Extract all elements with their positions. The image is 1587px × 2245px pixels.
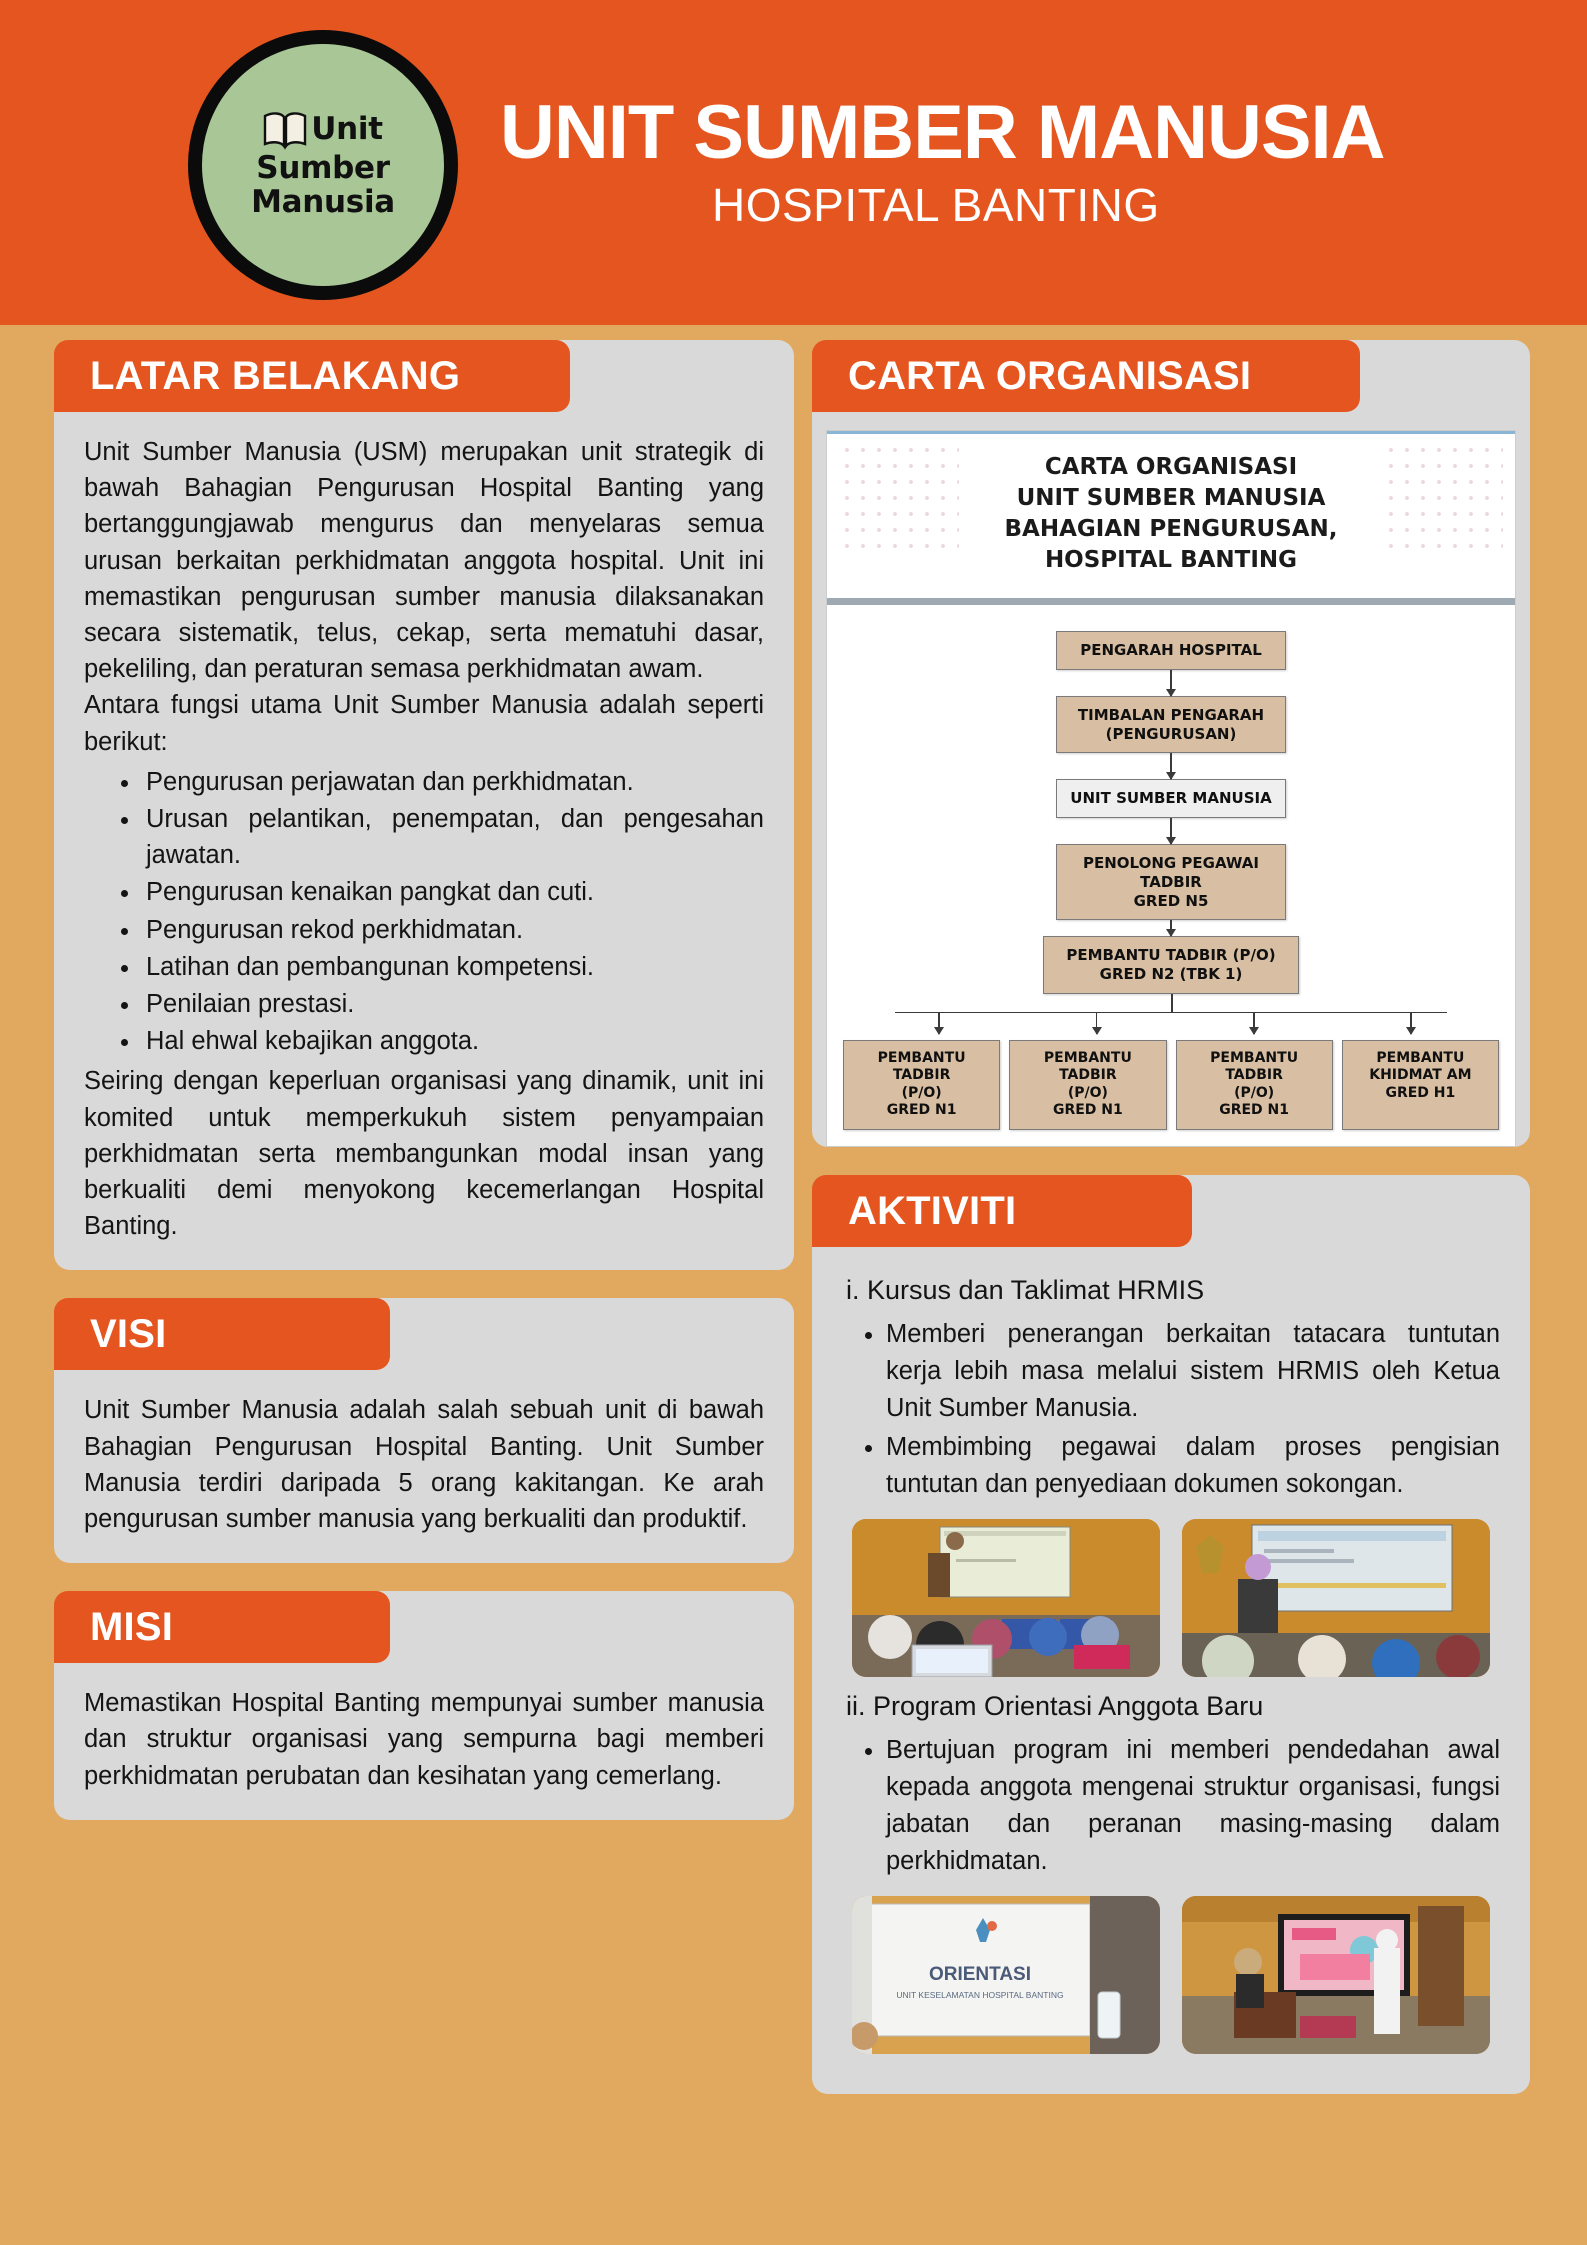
org-node-label-line3: GRED H1 (1385, 1084, 1456, 1101)
aktiviti-header (812, 1175, 1192, 1247)
latar-belakang-title: LATAR BELAKANG (90, 354, 461, 398)
right-column (812, 340, 1530, 2122)
aktiviti-item-2-list (842, 1732, 1500, 1880)
list-item: • Membimbing pegawai dalam proses pengisian tuntutan dan penyediaan dokumen sokongan. (886, 1429, 1500, 1503)
org-node-label-line1: PENOLONG PEGAWAI (1083, 854, 1259, 873)
org-node-label-line2: (PENGURUSAN) (1105, 724, 1237, 743)
logo-ellipse (188, 30, 458, 300)
org-node-pembantu-tadbir-n2 (1043, 936, 1299, 994)
organisation-logo (188, 30, 458, 300)
org-node-timbalan-pengarah (1056, 696, 1286, 754)
header-title-block (500, 89, 1385, 233)
misi-text: Memastikan Hospital Banting mempunyai sumber manusia dan struktur organisasi yang sempurna bagi memberi perkhidmatan perubatan dan kesihatan yang cemerlang. (84, 1689, 764, 1790)
list-item: • Memberi penerangan berkaitan tatacara tuntutan kerja lebih masa melalui sistem HRMIS oleh Ketua Unit Sumber Manusia. (886, 1316, 1500, 1427)
org-node-label-line1: PEMBANTU TADBIR (1210, 1049, 1299, 1084)
misi-header (54, 1591, 390, 1663)
chart-heading (827, 452, 1515, 576)
list-item: • Pengurusan perjawatan dan perkhidmatan. (142, 764, 764, 800)
org-node-label-line3: GRED N5 (1133, 891, 1209, 910)
org-node-label-line2: (P/O) (901, 1084, 942, 1101)
org-node-label-line3: GRED N1 (1052, 1102, 1123, 1119)
visi-text: Unit Sumber Manusia adalah salah sebuah unit di bawah Bahagian Pengurusan Hospital Banting. Unit Sumber Manusia terdiri daripada 5 orang kakitangan. Ke arah pengurusan sumber manusia yang berkualiti dan produktif. (84, 1396, 764, 1534)
latar-paragraph-2: Antara fungsi utama Unit Sumber Manusia adalah seperti berikut: (84, 691, 764, 756)
aktiviti-title: AKTIVITI (848, 1188, 1017, 1233)
carta-title: CARTA ORGANISASI (848, 354, 1252, 398)
list-item: • Bertujuan program ini memberi pendedahan awal kepada anggota mengenai struktur organisasi, fungsi jabatan dan peranan masing-masing dalam perkhidmatan. (886, 1732, 1500, 1880)
logo-line-2: Sumber (256, 150, 390, 187)
latar-paragraph-3: Seiring dengan keperluan organisasi yang dinamik, unit ini komited untuk memperkukuh sistem penyampaian perkhidmatan serta membangunkan modal insan yang berkualiti demi menyokong kecemerlangan Hospital Banting. (84, 1067, 764, 1241)
org-row-4 (843, 844, 1499, 920)
orientasi-slide-photo (852, 1896, 1160, 2054)
list-item: • Pengurusan kenaikan pangkat dan cuti. (142, 874, 764, 910)
svg-text:ORIENTASI: ORIENTASI (928, 1963, 1032, 1985)
chart-divider-rule (827, 598, 1515, 605)
poster-subtitle: HOSPITAL BANTING (712, 179, 1160, 232)
fanout-drop-3 (1253, 1012, 1255, 1034)
fanout-drop-2 (1096, 1012, 1098, 1034)
org-connector-3 (1170, 818, 1172, 844)
hrmis-briefing-audience-photo (852, 1519, 1160, 1677)
misi-body (54, 1663, 794, 1820)
poster-header (0, 0, 1587, 325)
list-item: • Pengurusan rekod perkhidmatan. (142, 912, 764, 948)
latar-paragraph-1: Unit Sumber Manusia (USM) merupakan unit strategik di bawah Bahagian Pengurusan Hospital Banting yang bertanggungjawab mengurus dan menyelaras semua urusan berkaitan perkhidmatan anggota hospital. Unit ini memastikan pengurusan sumber manusia dilaksanakan secara sistematik, telus, cekap, serta mematuhi dasar, pekeliling, dan peraturan semasa perkhidmatan awam. (84, 438, 764, 684)
org-connector-2 (1170, 753, 1172, 779)
latar-belakang-header (54, 340, 570, 412)
org-node-label-line1: PEMBANTU TADBIR (877, 1049, 966, 1084)
org-node-label-line3: GRED N1 (886, 1102, 957, 1119)
org-connector-1 (1170, 670, 1172, 696)
chart-title-zone (827, 434, 1515, 596)
logo-line-3: Manusia (251, 183, 395, 220)
aktiviti-item-1-list (842, 1316, 1500, 1503)
orientasi-demo-photo (1182, 1896, 1490, 2054)
org-node-penolong-pegawai-tadbir (1056, 844, 1286, 920)
card-latar-belakang (54, 340, 794, 1270)
aktiviti-item-1-title: i. Kursus dan Taklimat HRMIS (846, 1274, 1205, 1305)
org-node-label-line2: GRED N2 (TBK 1) (1099, 965, 1243, 984)
list-item: • Latihan dan pembangunan kompetensi. (142, 949, 764, 985)
poster-title: UNIT SUMBER MANUSIA (500, 89, 1385, 175)
hrmis-briefing-speaker-photo (1182, 1519, 1490, 1677)
visi-body (54, 1370, 794, 1563)
org-leaf-row (843, 1040, 1499, 1130)
org-chart-nodes (827, 605, 1515, 1134)
aktiviti-item-2-title: ii. Program Orientasi Anggota Baru (846, 1690, 1264, 1721)
org-node-pembantu-tadbir-n1-c (1176, 1040, 1333, 1130)
org-node-label-line2: (P/O) (1067, 1084, 1108, 1101)
open-book-icon (263, 110, 307, 150)
org-fanout-connectors (843, 994, 1499, 1040)
chart-heading-line-1: CARTA ORGANISASI (1044, 454, 1298, 480)
org-node-label-line2: TADBIR (1140, 872, 1202, 891)
list-item: • Penilaian prestasi. (142, 986, 764, 1022)
fanout-drop-1 (938, 1012, 940, 1034)
fanout-drop-4 (1410, 1012, 1412, 1034)
org-node-pembantu-tadbir-n1-a (843, 1040, 1000, 1130)
visi-title: VISI (90, 1312, 167, 1357)
org-node-label-line1: TIMBALAN PENGARAH (1077, 705, 1265, 724)
org-node-label: UNIT SUMBER MANUSIA (1070, 789, 1272, 808)
visi-header (54, 1298, 390, 1370)
svg-text:UNIT KESELAMATAN HOSPITAL BANT: UNIT KESELAMATAN HOSPITAL BANTING (896, 1989, 1064, 2000)
org-chart-figure (826, 430, 1516, 1147)
org-row-1 (843, 631, 1499, 670)
card-misi (54, 1591, 794, 1820)
org-node-label-line1: PEMBANTU TADBIR (1043, 1049, 1132, 1084)
org-node-label: PENGARAH HOSPITAL (1080, 641, 1262, 660)
aktiviti-photo-row-2 (842, 1896, 1500, 2054)
card-carta-organisasi (812, 340, 1530, 1147)
carta-header (812, 340, 1360, 412)
org-row-3 (843, 779, 1499, 818)
chart-heading-line-3: BAHAGIAN PENGURUSAN, (1004, 516, 1338, 543)
org-row-5 (843, 936, 1499, 994)
logo-line-1: Unit (311, 111, 383, 148)
org-node-label-line1: PEMBANTU (1376, 1049, 1465, 1066)
chart-heading-line-2: UNIT SUMBER MANUSIA (1016, 485, 1326, 512)
misi-title: MISI (90, 1605, 174, 1650)
latar-function-list (84, 764, 764, 1060)
org-connector-4 (1170, 920, 1172, 936)
latar-belakang-body (54, 412, 794, 1270)
left-column (54, 340, 794, 1848)
aktiviti-photo-row-1 (842, 1519, 1500, 1677)
list-item: • Urusan pelantikan, penempatan, dan pengesahan jawatan. (142, 801, 764, 873)
org-row-2 (843, 696, 1499, 754)
aktiviti-body (812, 1247, 1530, 2094)
list-item: • Hal ehwal kebajikan anggota. (142, 1023, 764, 1059)
fanout-stem (1171, 994, 1173, 1012)
org-node-label-line2: KHIDMAT AM (1369, 1067, 1472, 1084)
org-node-unit-sumber-manusia (1056, 779, 1286, 818)
card-aktiviti (812, 1175, 1530, 2094)
org-node-label-line3: GRED N1 (1219, 1102, 1290, 1119)
org-node-pembantu-khidmat-am (1342, 1040, 1499, 1130)
fanout-horizontal-rail (895, 1012, 1446, 1014)
org-node-label-line2: (P/O) (1234, 1084, 1275, 1101)
org-node-label-line1: PEMBANTU TADBIR (P/O) (1066, 946, 1276, 965)
chart-heading-line-4: HOSPITAL BANTING (1044, 547, 1298, 574)
org-node-pengarah-hospital (1056, 631, 1286, 670)
card-visi (54, 1298, 794, 1563)
org-node-pembantu-tadbir-n1-b (1009, 1040, 1166, 1130)
logo-first-row (263, 110, 383, 150)
